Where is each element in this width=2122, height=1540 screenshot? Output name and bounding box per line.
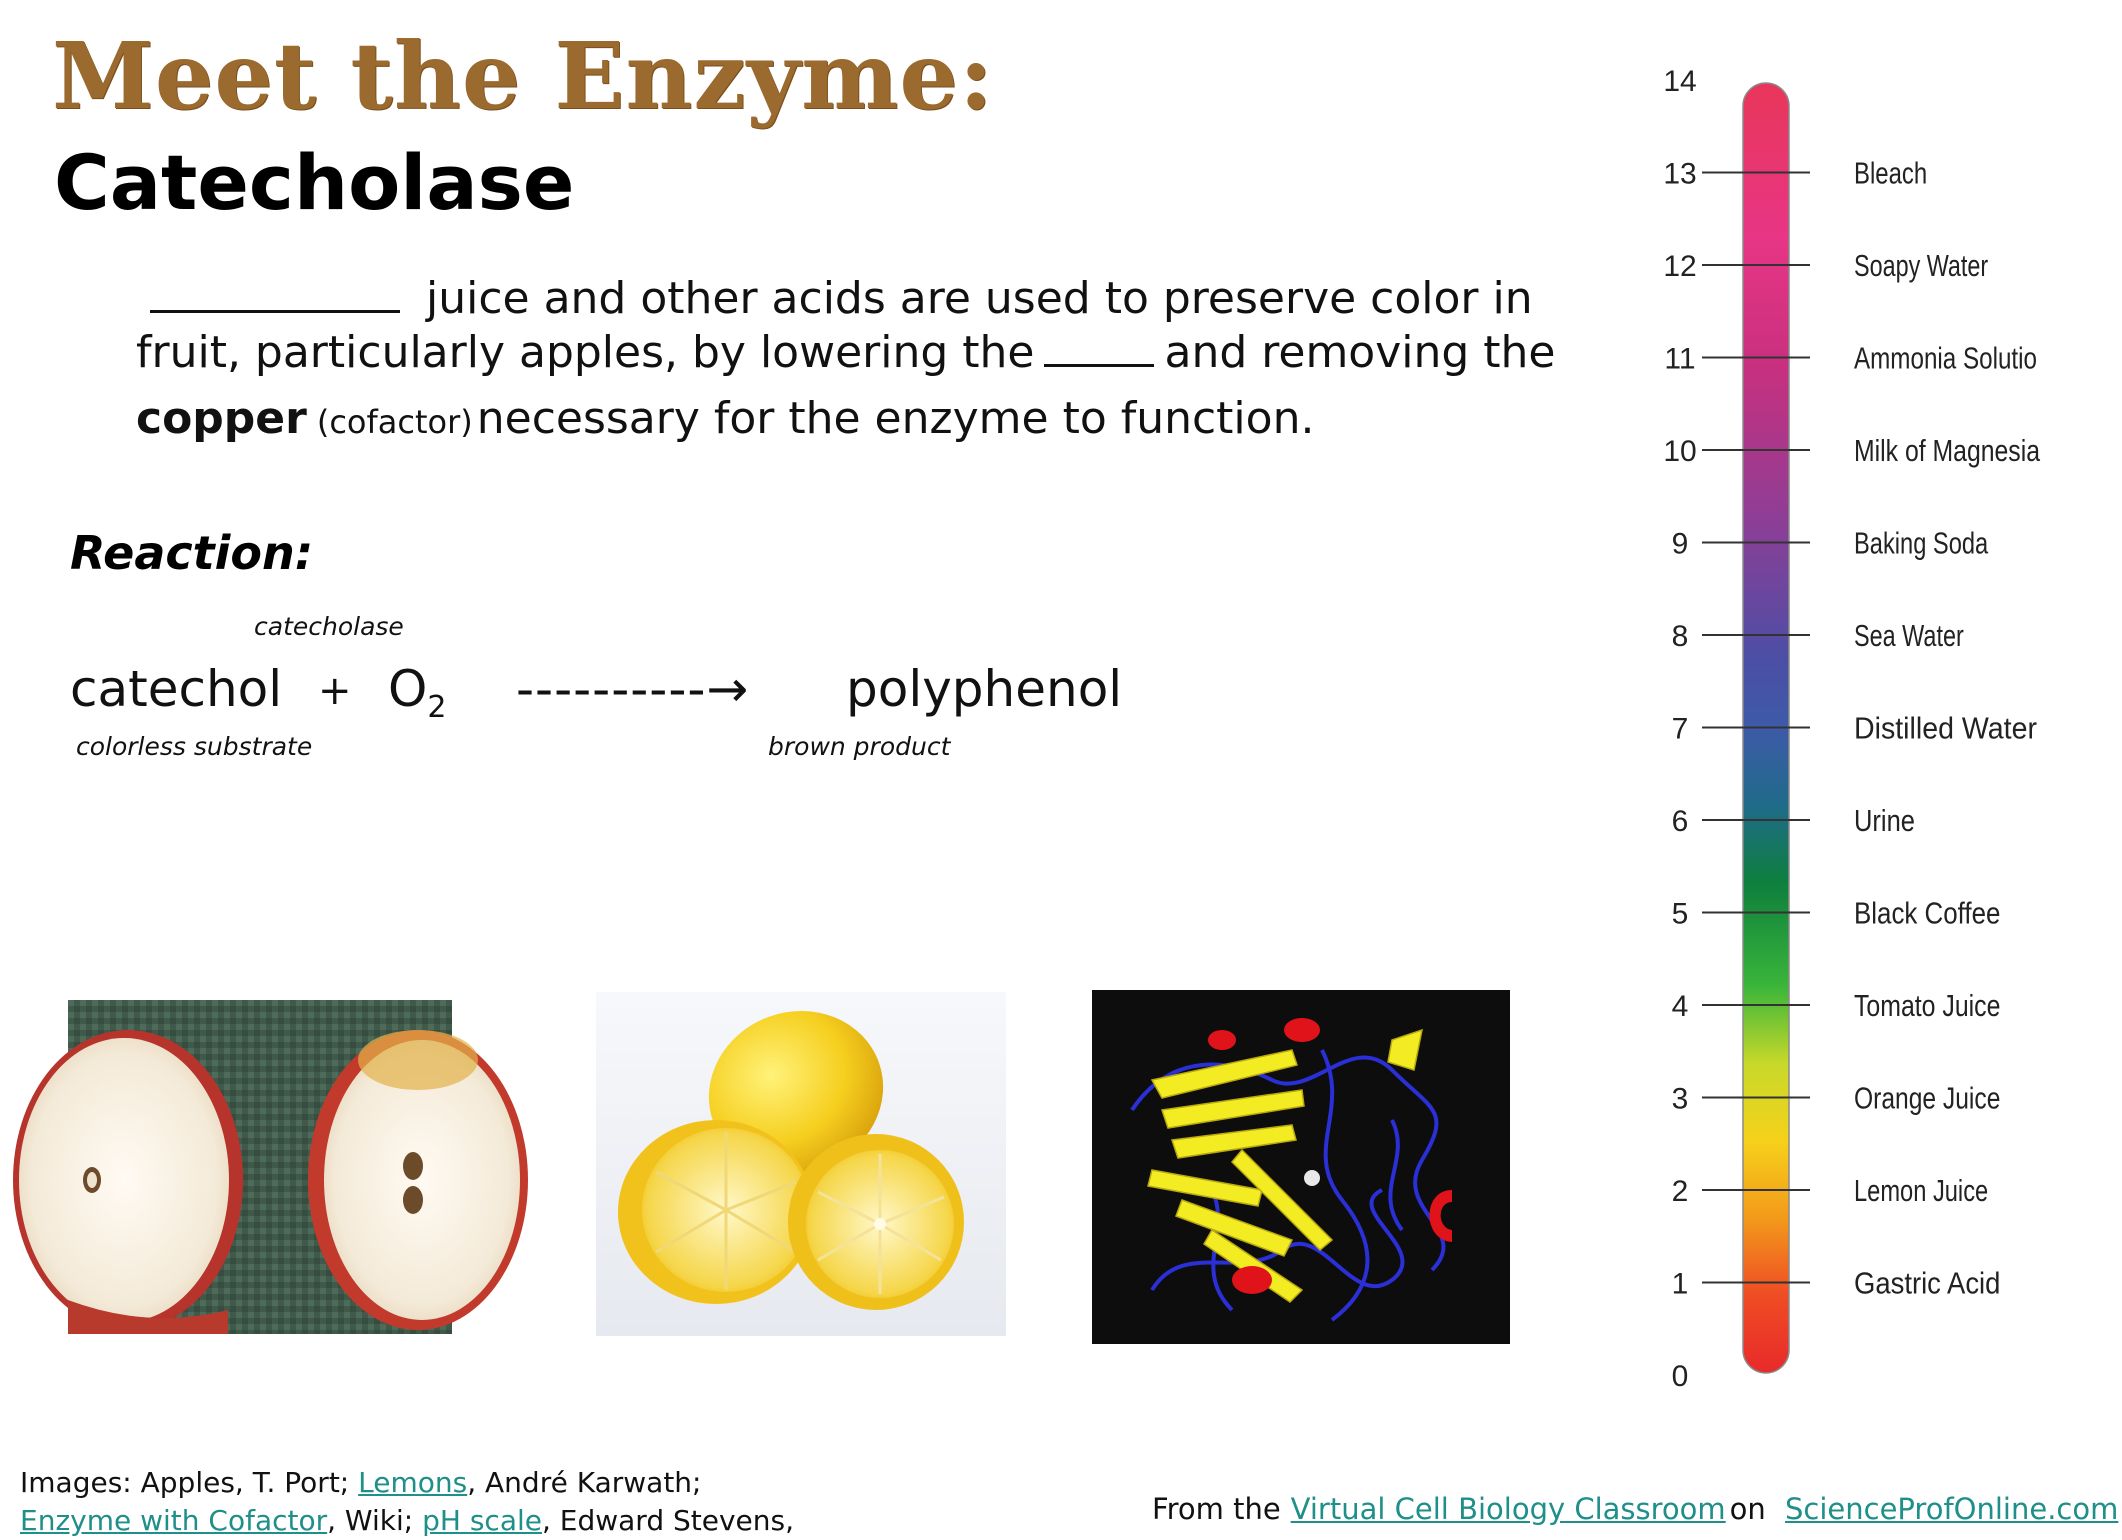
ph-number-13: 13	[1663, 157, 1697, 191]
ph-number-14: 14	[1663, 65, 1697, 98]
enzyme-structure-image	[1092, 990, 1510, 1344]
substrate-note: colorless substrate	[76, 732, 313, 761]
reaction-heading: Reaction:	[70, 526, 314, 580]
ph-number-12: 12	[1663, 250, 1697, 283]
ph-number-8: 8	[1671, 620, 1689, 653]
ph-number-3: 3	[1671, 1082, 1689, 1116]
oxygen-subscript: 2	[427, 690, 447, 725]
enzyme-with-cofactor-link[interactable]: Enzyme with Cofactor	[20, 1504, 328, 1537]
ph-number-0: 0	[1671, 1360, 1689, 1393]
lemons-link[interactable]: Lemons	[358, 1466, 468, 1499]
credits-text-3: , Wiki;	[327, 1504, 414, 1537]
ph-item-label: Black Coffee	[1854, 895, 2001, 931]
ph-number-10: 10	[1663, 435, 1697, 468]
ph-scale-link[interactable]: pH scale	[422, 1504, 542, 1537]
description-paragraph	[136, 272, 1556, 449]
ph-item-label: Bleach	[1854, 155, 1928, 191]
ph-item-label: Ammonia Solutio	[1854, 340, 2037, 376]
description-text-1: juice and other acids are used to preserve color in	[426, 273, 1533, 324]
lemons-photo	[596, 992, 1006, 1336]
ph-item-label: Orange Juice	[1854, 1080, 2001, 1116]
image-credits	[20, 1464, 794, 1540]
credits-text-2: , André Karwath;	[467, 1466, 702, 1499]
credits-text-1: Images: Apples, T. Port;	[20, 1466, 350, 1499]
ph-item-label: Urine	[1854, 803, 1915, 838]
credits-text-4: , Edward Stevens,	[541, 1504, 795, 1537]
credits-line-2	[20, 1502, 794, 1540]
source-prefix: From the	[1152, 1492, 1281, 1526]
reaction-enzyme-label: catecholase	[254, 612, 404, 641]
reaction-substrate: catechol	[70, 660, 283, 718]
source-on: on	[1729, 1492, 1766, 1526]
scienceprofonline-link[interactable]: ScienceProfOnline.com	[1785, 1492, 2119, 1526]
fill-in-blank-2	[1044, 326, 1154, 367]
page-title: Meet the Enzyme:	[52, 22, 994, 130]
ph-item-label: Milk of Magnesia	[1854, 433, 2041, 468]
oxygen-symbol: O	[388, 660, 428, 718]
description-line-3	[136, 392, 1536, 449]
ph-number-2: 2	[1671, 1175, 1689, 1208]
reaction-arrow: ----------→	[516, 660, 750, 718]
ph-scale	[1640, 40, 2040, 1420]
description-text-2a: fruit, particularly apples, by lowering the	[136, 327, 1035, 378]
product-note: brown product	[768, 732, 951, 761]
copper-term: copper	[136, 393, 307, 444]
reaction-product: polyphenol	[846, 660, 1123, 718]
ph-item-label: Soapy Water	[1854, 248, 1989, 283]
ph-item-label: Distilled Water	[1854, 710, 2037, 746]
ph-item-label: Lemon Juice	[1854, 1173, 1989, 1208]
credits-line-1	[20, 1464, 794, 1502]
ph-number-1: 1	[1671, 1267, 1689, 1301]
description-line-2	[136, 326, 1556, 380]
ph-number-11: 11	[1664, 342, 1696, 376]
virtual-cell-biology-classroom-link[interactable]: Virtual Cell Biology Classroom	[1290, 1492, 1726, 1526]
reaction-plus-sign: +	[318, 668, 352, 714]
cofactor-term: (cofactor)	[316, 403, 473, 441]
fill-in-blank-1	[150, 272, 400, 313]
source-attribution	[1152, 1492, 2122, 1526]
ph-item-label: Baking Soda	[1854, 525, 1989, 561]
ph-item-label: Sea Water	[1854, 618, 1964, 653]
description-line-1	[136, 272, 1536, 326]
ph-number-9: 9	[1671, 527, 1689, 561]
ph-item-label: Tomato Juice	[1854, 988, 2001, 1023]
reaction-oxygen	[388, 660, 446, 725]
description-text-2b: and removing the	[1164, 327, 1556, 378]
description-text-3: necessary for the enzyme to function.	[476, 393, 1315, 444]
ph-number-7: 7	[1671, 712, 1689, 746]
ph-number-5: 5	[1671, 897, 1689, 931]
ph-number-4: 4	[1671, 990, 1689, 1023]
ph-item-label: Gastric Acid	[1854, 1265, 2001, 1301]
enzyme-name-heading: Catecholase	[54, 138, 575, 227]
apple-photo	[68, 1000, 452, 1334]
ph-number-6: 6	[1671, 805, 1689, 838]
